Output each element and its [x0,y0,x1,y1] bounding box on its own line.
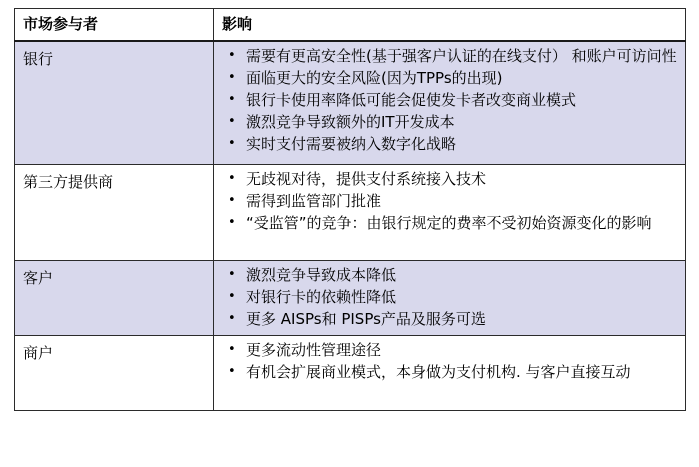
table-row [15,165,686,261]
list-item: • 激烈竞争导致额外的IT开发成本 [228,113,455,131]
list-item: • 需得到监管部门批准 [228,192,382,210]
table-row [15,41,686,165]
header-impact: 影响 [214,9,686,42]
table-row [15,336,686,411]
impact-list [214,42,685,158]
impact-cell [214,261,686,336]
impact-list [214,336,685,386]
list-item: • 银行卡使用率降低可能会促使发卡者改变商业模式 [228,91,577,109]
stakeholder-cell: 商户 [15,336,214,411]
list-item: • 面临更大的安全风险(因为TPPs的出现) [228,69,503,87]
impact-cell [214,165,686,261]
stakeholder-cell: 银行 [15,41,214,165]
impact-list [214,165,685,237]
list-item: • 对银行卡的依赖性降低 [228,288,397,306]
list-item: • “受监管”的竞争：由银行规定的费率不受初始资源变化的影响 [228,214,652,232]
impact-list [214,261,685,333]
impact-table [14,8,686,411]
list-item: • 更多 AISPs和 PISPs产品及服务可选 [228,310,486,328]
table-row [15,261,686,336]
list-item: • 激烈竞争导致成本降低 [228,266,397,284]
impact-cell [214,336,686,411]
list-item: • 实时支付需要被纳入数字化战略 [228,135,457,153]
list-item: • 有机会扩展商业模式，本身做为支付机构. 与客户直接互动 [228,363,631,381]
stakeholder-cell: 客户 [15,261,214,336]
stakeholder-cell: 第三方提供商 [15,165,214,261]
list-item: • 需要有更高安全性(基于强客户认证的在线支付） 和账户可访问性 [228,47,677,65]
header-stakeholder: 市场参与者 [15,9,214,42]
list-item: • 更多流动性管理途径 [228,341,382,359]
list-item: • 无歧视对待，提供支付系统接入技术 [228,170,487,188]
impact-cell [214,41,686,165]
header-row [15,9,686,42]
